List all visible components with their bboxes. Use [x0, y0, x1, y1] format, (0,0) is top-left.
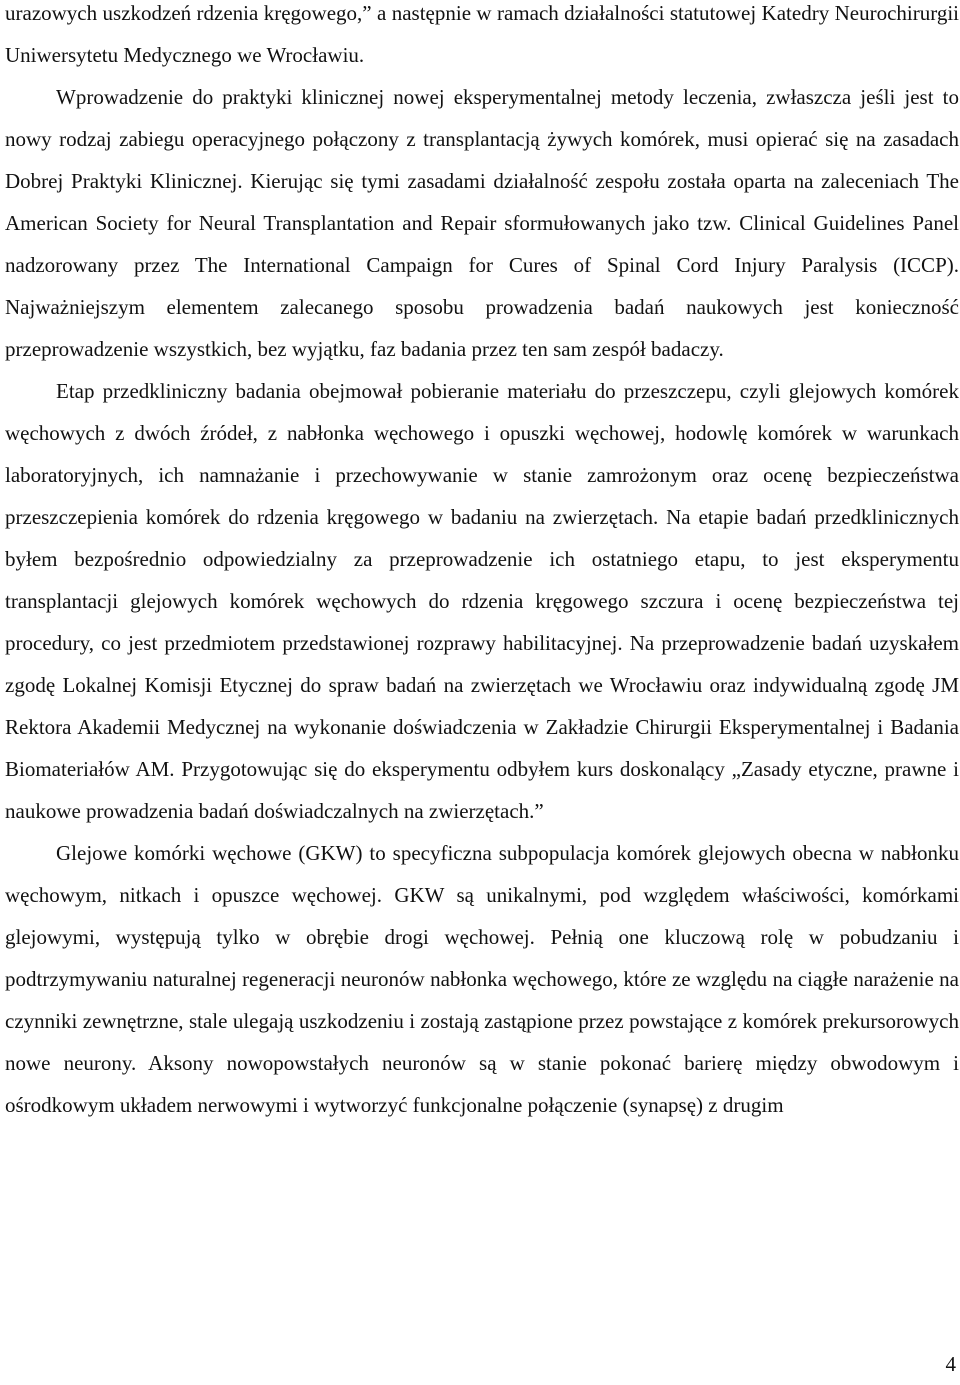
paragraph-clinical-practice: Wprowadzenie do praktyki klinicznej nowej eksperymentalnej metody leczenia, zwłaszcza jeśli jest to nowy rodzaj zabiegu operacyjnego połączony z transplantacją żywych komórek, musi opierać się na zasadach Dobrej Praktyki Klinicznej. Kierując się tymi zasadami działalność zespołu została oparta na zaleceniach The American Society for Neural Transplantation and Repair sformułowanych jako tzw. Clinical Guidelines Panel nadzorowany przez The International Campaign for Cures of Spinal Cord Injury Paralysis (ICCP). Najważniejszym elementem zalecanego sposobu prowadzenia badań naukowych jest konieczność przeprowadzenie wszystkich, bez wyjątku, faz badania przez ten sam zespół badaczy.: [5, 85, 959, 361]
paragraph-preclinical-stage: Etap przedkliniczny badania obejmował pobieranie materiału do przeszczepu, czyli glejowych komórek węchowych z dwóch źródeł, z nabłonka węchowego i opuszki węchowej, hodowlę komórek w warunkach laboratoryjnych, ich namnażanie i przechowywanie w stanie zamrożonym oraz ocenę bezpieczeństwa przeszczepienia komórek do rdzenia kręgowego w badaniu na zwierzętach. Na etapie badań przedklinicznych byłem bezpośrednio odpowiedzialny za przeprowadzenie ich ostatniego etapu, to jest eksperymentu transplantacji glejowych komórek węchowych do rdzenia kręgowego szczura i ocenę bezpieczeństwa tej procedury, co jest przedmiotem przedstawionej rozprawy habilitacyjnej. Na przeprowadzenie badań uzyskałem zgodę Lokalnej Komisji Etycznej do spraw badań na zwierzętach we Wrocławiu oraz indywidualną zgodę JM Rektora Akademii Medycznej na wykonanie doświadczenia w Zakładzie Chirurgii Eksperymentalnej i Badania Biomateriałów AM. Przygotowując się do eksperymentu odbyłem kurs doskonalący „Zasady etyczne, prawne i naukowe prowadzenia badań doświadczalnych na zwierzętach.”: [5, 379, 959, 823]
paragraph-continuation: urazowych uszkodzeń rdzenia kręgowego,” a następnie w ramach działalności statutowej Katedry Neurochirurgii Uniwersytetu Medycznego we Wrocławiu.: [5, 1, 959, 67]
page-number: 4: [945, 1352, 956, 1376]
document-page: [5, 0, 959, 1126]
paragraph-olfactory-cells: Glejowe komórki węchowe (GKW) to specyficzna subpopulacja komórek glejowych obecna w nabłonku węchowym, nitkach i opuszce węchowej. GKW są unikalnymi, pod względem właściwości, komórkami glejowymi, występują tylko w obrębie drogi węchowej. Pełnią one kluczową rolę w pobudzaniu i podtrzymywaniu naturalnej regeneracji neuronów nabłonka węchowego, które ze względu na ciągłe narażenie na czynniki zewnętrzne, stale ulegają uszkodzeniu i zostają zastąpione przez powstające z komórek prekursorowych nowe neurony. Aksony nowopowstałych neuronów są w stanie pokonać barierę między obwodowym i ośrodkowym układem nerwowymi i wytworzyć funkcjonalne połączenie (synapsę) z drugim: [5, 841, 959, 1117]
